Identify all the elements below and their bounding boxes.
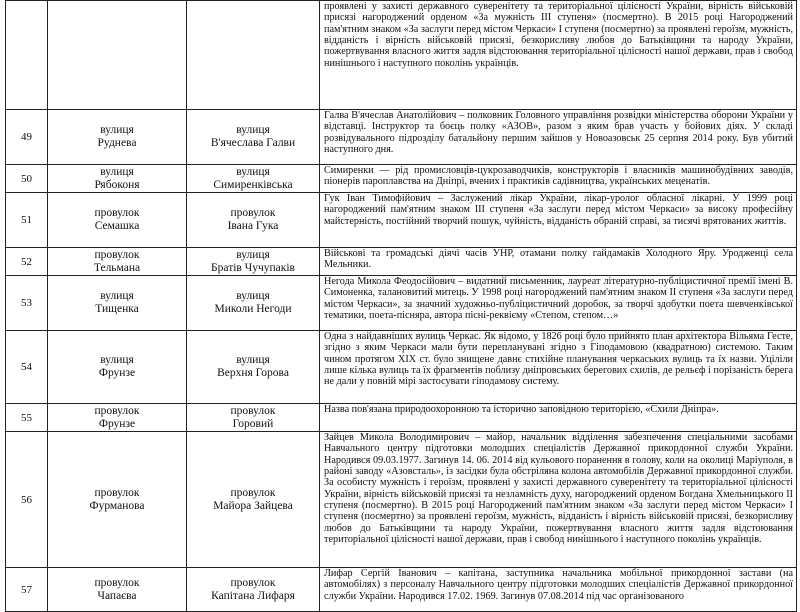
new-street-name [187,568,320,612]
document-page [5,0,796,612]
old-street-name [48,1,187,110]
old-street-type: провулок [94,576,140,589]
new-street-title: В'ячеслава Галви [210,137,296,149]
table-row [6,276,797,331]
table-row [6,110,797,165]
new-street-name [187,1,320,110]
new-street-title: Миколи Негоди [214,303,292,315]
new-street-type: вулиця [236,354,270,366]
new-street-name [187,193,320,248]
table-row [6,331,797,404]
row-number: 56 [6,432,48,568]
naming-justification: Негода Микола Феодосійович – видатний письменник, лауреат літературно-публіцистичної премії імені В. Симоненка, талановитий митець. У 1998 році нагороджений пам'ятним знаком ІІ ступеня «За заслуги перед містом Черкаси», за значний художньо-публіцистичний доробок, за творчі здобутки поета шевченківської тематики, поета-пісняра, автора пісні-реквієму «Степом, степом…» [320,276,797,331]
naming-justification: Галва В'ячеслав Анатолійович – полковник Головного управління розвідки міністерства оборони України у відставці. Інструктор та боєць полку «АЗОВ», разом з яким брав участь у бойових діях. У складі розвідувального підрозділу батальйону першим зайшов у Новоазовськ 25 серпня 2014 року. Був убитий наступного дня. [320,110,797,165]
old-street-name [48,165,187,193]
row-number: 54 [6,331,48,404]
row-number: 50 [6,165,48,193]
row-number: 57 [6,568,48,612]
old-street-type: вулиця [100,124,134,136]
new-street-title: Верхня Горова [217,367,289,379]
old-street-name [48,404,187,432]
table-row [6,568,797,612]
old-street-name [48,432,187,568]
new-street-name [187,432,320,568]
old-street-type: провулок [94,404,140,417]
new-street-title: Братів Чучупаків [211,261,295,274]
old-street-name [48,276,187,331]
new-street-name [187,331,320,404]
old-street-type: провулок [94,486,140,499]
new-street-title: Капітана Лифаря [211,589,295,602]
new-street-title: Симиренківська [213,178,293,191]
row-number: 49 [6,110,48,165]
table-row [6,432,797,568]
old-street-title: Тельмана [93,261,141,274]
old-street-name [48,568,187,612]
row-number: 51 [6,193,48,248]
new-street-type: провулок [230,404,276,417]
old-street-title: Фрунзе [98,367,136,379]
old-street-type: вулиця [100,165,134,178]
old-street-type: вулиця [100,354,134,366]
new-street-name [187,165,320,193]
naming-justification: Назва пов'язана природоохоронною та історично заповідною територією, «Схили Дніпра». [320,404,797,432]
table-row [6,1,797,110]
new-street-title: Майора Зайцева [213,499,293,512]
new-street-type: провулок [230,207,276,219]
old-street-name [48,248,187,276]
new-street-type: вулиця [236,165,270,178]
naming-justification: Військові та громадські діячі часів УНР, отамани полку гайдамаків Холодного Яру. Уродженці села Мельники. [320,248,797,276]
naming-justification: проявлені у захисті державного суверенітету та територіальної цілісності України, вірність військовій присязі нагороджений орденом «За мужність III ступеня» (посмертно). В 2015 році Нагороджений пам'ятним знаком «За заслуги перед містом Черкаси» І ступеня (посмертно) за проявлені героїзм, мужність, відданість і вірність військовій присязі, безкорисливу любов до Батьківщини та народу України, пожертвування власного життя задля відстоювання територіальної цілісності нашої держави, прав і свобод нинішнього і наступного поколінь українців. [320,1,797,110]
new-street-type: провулок [230,486,276,499]
table-row [6,165,797,193]
old-street-title: Фрунзе [98,417,136,430]
naming-justification: Гук Іван Тимофійович – Заслужений лікар України, лікар-уролог обласної лікарні. У 1999 році нагороджений пам'ятним знаком ІІІ ступеня «За заслуги перед містом Черкаси» за високу професійну майстерність, постійний творчий пошук, чуйність, відданість обраній справі, за тисячі врятованих життів. [320,193,797,248]
old-street-title: Фурманова [89,499,145,512]
new-street-type: вулиця [236,124,270,136]
new-street-type: вулиця [236,248,270,261]
old-street-type: вулиця [100,290,134,302]
new-street-name [187,248,320,276]
new-street-type: вулиця [236,290,270,302]
row-number: 52 [6,248,48,276]
table-row [6,248,797,276]
old-street-title: Чапаєва [97,589,137,602]
table-row [6,193,797,248]
row-number: 53 [6,276,48,331]
table-row [6,404,797,432]
naming-justification: Одна з найдавніших вулиць Черкас. Як відомо, у 1826 році було прийнято план архітектора Вільяма Гесте, згідно з яким Черкаси мали бути перепланувані згідно з Гіподамовою (квадратною) системою. Таким чином протягом XIX ст. було знищене давнє стихійне планування черкаських вулиць та їх назви. Уціліли лише кілька вулиць та їх фрагментів поблизу дніпровських берегових схилів, де рельєф і порізаність берега не дали у повній мірі застосувати гіподамову систему. [320,331,797,404]
row-number: 55 [6,404,48,432]
new-street-name [187,276,320,331]
row-number [6,1,48,110]
old-street-title: Рябоконя [94,178,140,191]
naming-justification: Симиренки — рід промисловців-цукрозаводчиків, конструкторів і власників машинобудівних заводів, піонерів пароплавства на Дніпрі, вчених і практиків садівництва, українських меценатів. [320,165,797,193]
new-street-title: Горовий [232,417,274,430]
old-street-name [48,193,187,248]
old-street-type: провулок [94,207,140,219]
naming-justification: Зайцев Микола Володимирович – майор, начальник відділення забезпечення спеціальними засобами Навчального центру підготовки молодших спеціалістів Державної прикордонної служби України. Народився 09.03.1977. Загинув 14. 06. 2014 від кульового поранення в голову, коли на околиці Маріуполя, в районі заводу «Азовсталь», із засідки була обстріляна колона автомобілів Державної прикордонної служби. За особисту мужність і героїзм, проявлені у захисті державного суверенітету та територіальної цілісності України, вірність військовій присязі та незламність духу, нагороджений орденом Богдана Хмельницького ІІ ступеня (посмертно). В 2015 році Нагороджений пам'ятним знаком «За заслуги перед містом Черкаси» І ступеня (посмертно) за проявлені героїзм, мужність, відданість і вірність військовій присязі, безкорисливу любов до Батьківщини та народу України, пожертвування власного життя задля відстоювання територіальної цілісності нашої держави, прав і свобод нинішнього і наступного поколінь українців. [320,432,797,568]
old-street-name [48,331,187,404]
old-street-title: Тищенка [95,303,139,315]
old-street-type: провулок [94,248,140,261]
old-street-title: Семашка [94,220,140,232]
old-street-name [48,110,187,165]
street-renaming-table [5,0,797,612]
new-street-title: Івана Гука [227,220,279,232]
new-street-type: провулок [230,576,276,589]
old-street-title: Руднева [97,137,137,149]
new-street-name [187,110,320,165]
naming-justification: Лифар Сергій Іванович – капітана, заступника начальника мобільної прикордонної застави (на автомобілях) з персоналу Навчального центру підготовки молодших спеціалістів Державної прикордонної служби України. Народився 17.02. 1969. Загинув 07.08.2014 під час організованого [320,568,797,612]
new-street-name [187,404,320,432]
